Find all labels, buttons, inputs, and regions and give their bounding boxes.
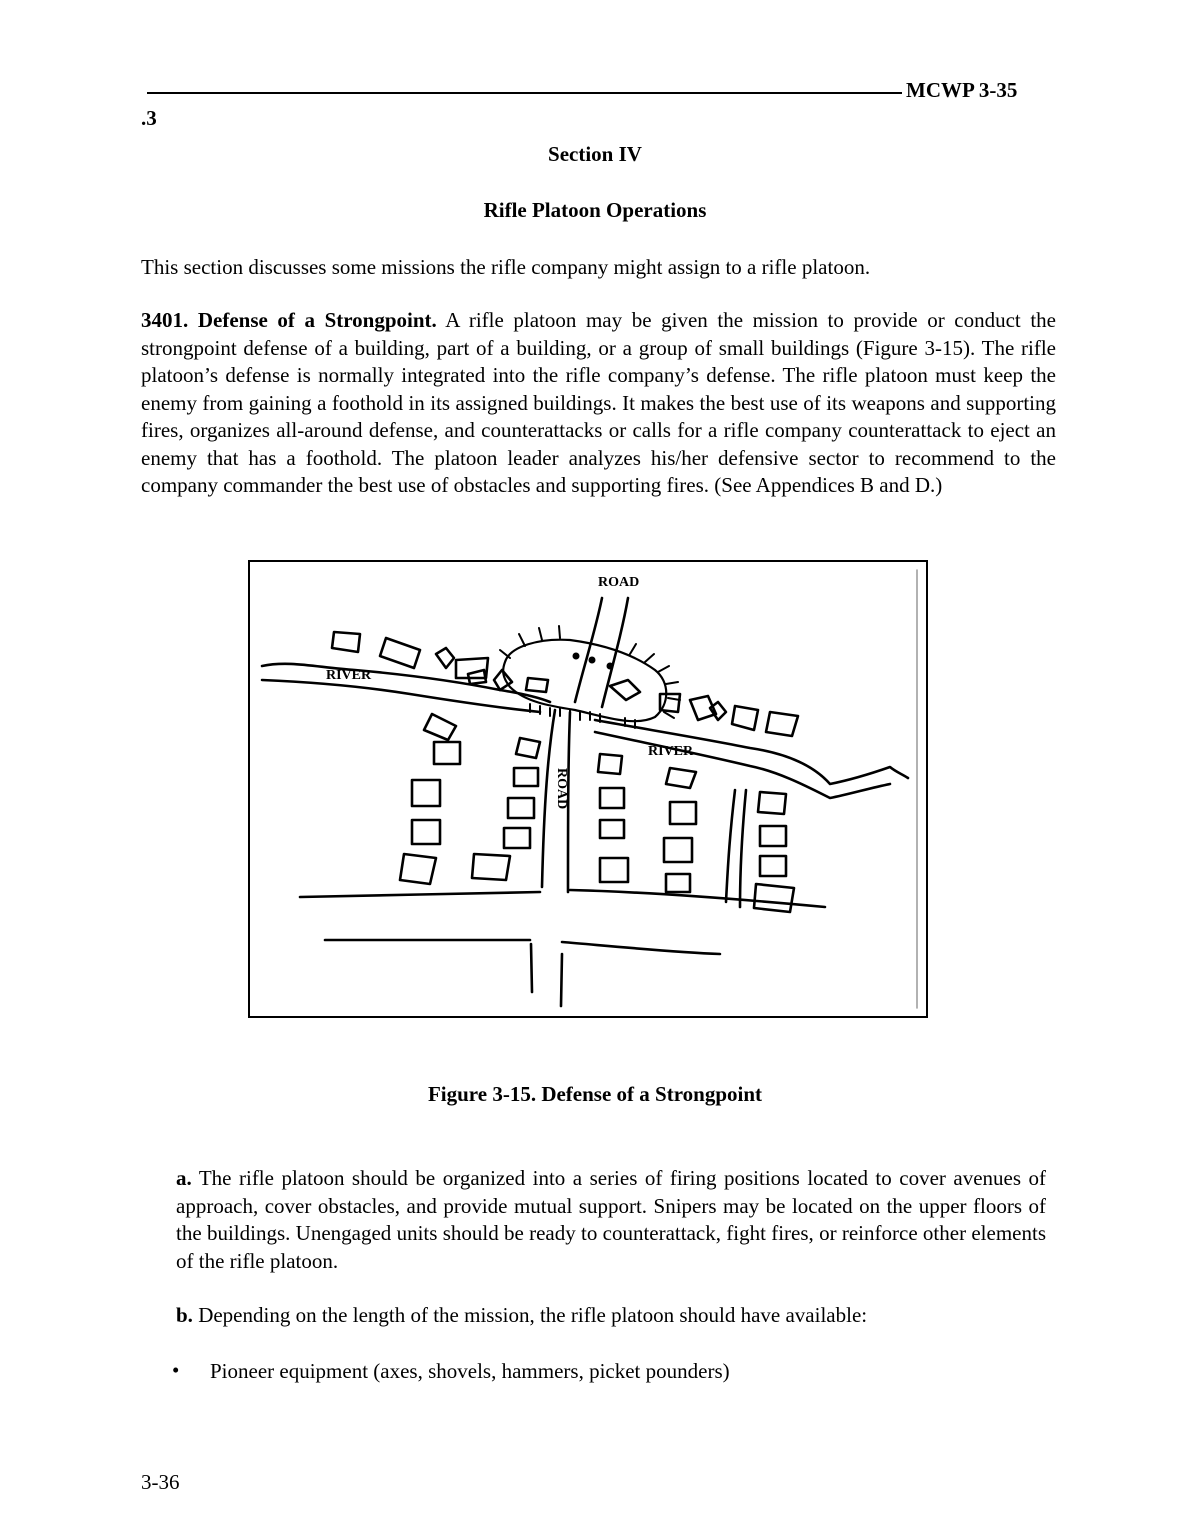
river bbox=[262, 664, 908, 798]
paragraph-a-label: a. bbox=[176, 1166, 192, 1190]
paragraph-a bbox=[176, 1165, 1046, 1275]
bullet-marker: • bbox=[172, 1358, 180, 1382]
paragraph-b-label: b. bbox=[176, 1303, 193, 1327]
figure-3-15 bbox=[248, 560, 928, 1018]
header-doc-suffix: .3 bbox=[141, 106, 157, 130]
river-label-left: RIVER bbox=[326, 668, 372, 683]
defensive-perimeter bbox=[500, 626, 680, 728]
river-label-right: RIVER bbox=[648, 744, 694, 759]
paragraph-3401-heading: 3401. Defense of a Strongpoint. bbox=[141, 308, 437, 332]
paragraph-b bbox=[176, 1302, 1046, 1330]
header-rule bbox=[147, 92, 902, 94]
bullet-item: Pioneer equipment (axes, shovels, hammers, picket pounders) bbox=[210, 1359, 730, 1383]
paragraph-b-text: Depending on the length of the mission, the rifle platoon should have available: bbox=[192, 1303, 868, 1327]
strongpoint-map bbox=[250, 562, 926, 1016]
road-label-top: ROAD bbox=[598, 575, 640, 590]
paragraph-3401 bbox=[141, 307, 1056, 500]
paragraph-3401-text: A rifle platoon may be given the mission to provide or conduct the strongpoint defense of a building, part of a building, or a group of small buildings (Figure 3-15). The rifle platoon’s defense is normally integrated into the rifle company’s defense. The rifle platoon must keep the enemy from gaining a foothold in its assigned buildings. It makes the best use of its weapons and supporting fires, organizes all-around defense, and counterattacks or calls for a rifle company counterattack to eject an enemy that has a foothold. The platoon leader analyzes his/her defensive sector to recommend to the company commander the best use of obstacles and supporting fires. (See Appendices B and D.) bbox=[141, 308, 1056, 497]
intro-paragraph: This section discusses some missions the rifle company might assign to a rifle platoon. bbox=[141, 255, 871, 279]
firing-positions bbox=[573, 653, 614, 670]
section-number: Section IV bbox=[548, 142, 642, 166]
road-label-vertical: ROAD bbox=[554, 768, 569, 810]
section-title: Rifle Platoon Operations bbox=[483, 198, 707, 222]
page-number: 3-36 bbox=[141, 1470, 180, 1494]
header-doc-id: MCWP 3-35 bbox=[906, 78, 1018, 102]
paragraph-a-text: The rifle platoon should be organized into a series of firing positions located to cover avenues of approach, cover obstacles, and provide mutual support. Snipers may be located on the upper floors of the buildings. Unengaged units should be ready to counterattack, fight fires, or reinforce other elements of the rifle platoon. bbox=[176, 1166, 1046, 1273]
figure-caption: Figure 3-15. Defense of a Strongpoint bbox=[427, 1082, 763, 1106]
